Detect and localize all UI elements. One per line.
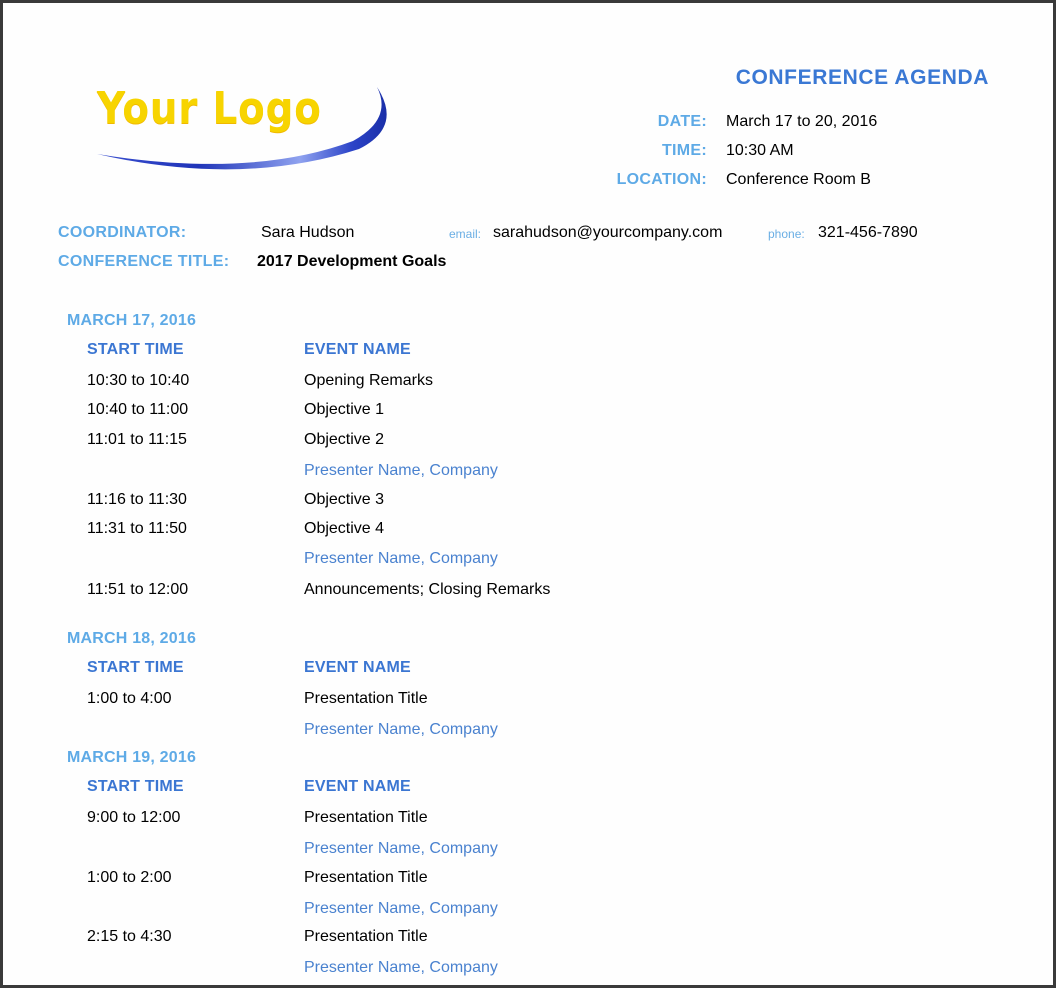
conference-title-label: CONFERENCE TITLE:	[58, 253, 230, 270]
start-time-header: START TIME	[87, 341, 184, 358]
location-value: Conference Room B	[726, 171, 871, 188]
row-event: Presentation Title	[304, 869, 428, 886]
row-event: Announcements; Closing Remarks	[304, 581, 551, 598]
conference-title-value: 2017 Development Goals	[257, 253, 447, 270]
row-event: Opening Remarks	[304, 372, 433, 389]
row-time: 10:40 to 11:00	[87, 401, 189, 418]
row-event: Objective 1	[304, 401, 385, 418]
row-time: 10:30 to 10:40	[87, 372, 190, 389]
time-label: TIME:	[661, 142, 707, 159]
day-heading: MARCH 18, 2016	[67, 630, 197, 647]
row-presenter: Presenter Name, Company	[304, 721, 498, 738]
email-label: email:	[449, 227, 482, 241]
date-label: DATE:	[657, 113, 707, 130]
email-value[interactable]: sarahudson@yourcompany.com	[493, 224, 723, 241]
row-presenter: Presenter Name, Company	[304, 550, 498, 567]
start-time-header: START TIME	[87, 659, 184, 676]
row-presenter: Presenter Name, Company	[304, 900, 498, 917]
company-logo	[91, 79, 411, 179]
row-presenter: Presenter Name, Company	[304, 462, 498, 479]
page-title: CONFERENCE AGENDA	[735, 66, 989, 89]
row-event: Presentation Title	[304, 928, 428, 945]
row-time: 2:15 to 4:30	[87, 928, 172, 945]
row-event: Objective 2	[304, 431, 385, 448]
row-presenter: Presenter Name, Company	[304, 840, 498, 857]
row-time: 9:00 to 12:00	[87, 809, 181, 826]
day-heading: MARCH 17, 2016	[67, 312, 197, 329]
start-time-header: START TIME	[87, 778, 184, 795]
event-name-header: EVENT NAME	[304, 341, 411, 358]
row-event: Presentation Title	[304, 690, 428, 707]
row-event: Objective 3	[304, 491, 385, 508]
date-value: March 17 to 20, 2016	[726, 113, 878, 130]
row-time: 11:01 to 11:15	[87, 431, 187, 448]
row-time: 11:51 to 12:00	[87, 581, 189, 598]
coordinator-label: COORDINATOR:	[58, 224, 187, 241]
row-presenter: Presenter Name, Company	[304, 959, 498, 976]
location-label: LOCATION:	[616, 171, 707, 188]
coordinator-value: Sara Hudson	[261, 224, 355, 241]
logo-text: Your Logo	[97, 83, 322, 134]
row-event: Presentation Title	[304, 809, 428, 826]
event-name-header: EVENT NAME	[304, 659, 411, 676]
phone-label: phone:	[768, 227, 805, 241]
row-time: 1:00 to 4:00	[87, 690, 172, 707]
phone-value: 321-456-7890	[818, 224, 918, 241]
agenda-page	[3, 3, 1053, 985]
row-time: 11:16 to 11:30	[87, 491, 187, 508]
row-time: 1:00 to 2:00	[87, 869, 172, 886]
day-heading: MARCH 19, 2016	[67, 749, 197, 766]
event-name-header: EVENT NAME	[304, 778, 411, 795]
row-event: Objective 4	[304, 520, 385, 537]
row-time: 11:31 to 11:50	[87, 520, 187, 537]
time-value: 10:30 AM	[726, 142, 794, 159]
